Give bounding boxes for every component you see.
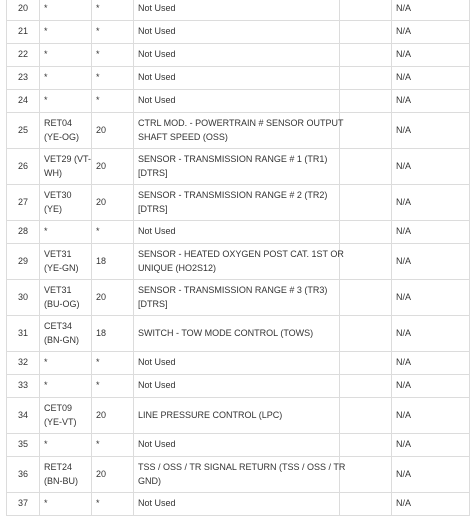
- wire-gauge-cell: *: [92, 0, 134, 21]
- option-cell: [340, 44, 392, 67]
- table-row: [7, 398, 470, 434]
- circuit-cell-line: *: [44, 380, 48, 391]
- circuit-function-cell: [134, 67, 340, 90]
- wire-gauge-cell: 18: [92, 316, 134, 352]
- circuit-cell: [40, 21, 92, 44]
- option-cell: [340, 493, 392, 516]
- option-cell: [340, 244, 392, 280]
- circuit-function-cell-line: Not Used: [138, 357, 176, 368]
- circuit-cell: [40, 434, 92, 457]
- circuit-function-cell: [134, 113, 344, 149]
- circuit-cell-line: *: [44, 72, 48, 83]
- pin-number-cell: 32: [7, 352, 40, 375]
- wire-gauge-cell: *: [92, 221, 134, 244]
- circuit-cell-line: RET24: [44, 462, 73, 472]
- option-cell: [340, 398, 392, 434]
- table-row: [7, 375, 470, 398]
- circuit-cell: [40, 221, 92, 244]
- connector-pinout-table: [6, 0, 470, 516]
- note-cell: N/A: [392, 375, 470, 398]
- note-cell: N/A: [392, 113, 470, 149]
- circuit-function-cell-line: SWITCH - TOW MODE CONTROL (TOWS): [138, 327, 314, 338]
- circuit-cell-line: (YE): [44, 203, 62, 214]
- table-row: [7, 221, 470, 244]
- option-cell: [340, 149, 392, 185]
- note-cell: N/A: [392, 44, 470, 67]
- circuit-function-cell-line: GND): [138, 475, 161, 486]
- note-cell: N/A: [392, 90, 470, 113]
- circuit-cell: [40, 398, 92, 434]
- pin-number-cell: 25: [7, 113, 40, 149]
- table-row: [7, 457, 470, 493]
- circuit-cell: [40, 244, 92, 280]
- wire-gauge-cell: *: [92, 493, 134, 516]
- circuit-cell-line: RET04: [44, 118, 73, 128]
- wire-gauge-cell: 20: [92, 457, 134, 493]
- note-cell: N/A: [392, 493, 470, 516]
- wire-gauge-cell: 20: [92, 149, 134, 185]
- pin-number-cell: 28: [7, 221, 40, 244]
- circuit-function-cell-line: Not Used: [138, 3, 176, 14]
- circuit-function-cell: [134, 90, 340, 113]
- table-row: [7, 280, 470, 316]
- option-cell: [340, 352, 392, 375]
- circuit-cell-line: *: [44, 3, 48, 14]
- wire-gauge-cell: 20: [92, 280, 134, 316]
- table-row: [7, 185, 470, 221]
- table-row: [7, 44, 470, 67]
- pin-number-cell: 27: [7, 185, 40, 221]
- circuit-function-cell-line: SHAFT SPEED (OSS): [138, 131, 228, 142]
- pin-number-cell: 36: [7, 457, 40, 493]
- wire-gauge-cell: *: [92, 90, 134, 113]
- option-cell: [340, 280, 392, 316]
- option-cell: [340, 0, 392, 21]
- circuit-function-cell: [134, 221, 340, 244]
- circuit-function-cell-line: LINE PRESSURE CONTROL (LPC): [138, 409, 283, 420]
- circuit-function-cell: [134, 44, 340, 67]
- circuit-cell-line: CET09: [44, 403, 73, 413]
- circuit-function-cell-line: Not Used: [138, 380, 176, 391]
- table-row: [7, 316, 470, 352]
- circuit-function-cell: [134, 21, 340, 44]
- circuit-cell-line: (BU-OG): [44, 298, 80, 309]
- circuit-function-cell-line: Not Used: [138, 95, 176, 106]
- note-cell: N/A: [392, 149, 470, 185]
- pin-number-cell: 34: [7, 398, 40, 434]
- circuit-function-cell: [134, 493, 340, 516]
- wire-gauge-cell: *: [92, 352, 134, 375]
- circuit-cell-line: (YE-VT): [44, 416, 77, 427]
- circuit-function-cell-line: CTRL MOD. - POWERTRAIN # SENSOR OUTPUT: [138, 118, 344, 128]
- pin-number-cell: 35: [7, 434, 40, 457]
- circuit-function-cell-line: SENSOR - TRANSMISSION RANGE # 3 (TR3): [138, 285, 328, 295]
- circuit-function-cell-line: TSS / OSS / TR SIGNAL RETURN (TSS / OSS / TR: [138, 462, 346, 472]
- circuit-cell-line: (YE-GN): [44, 262, 79, 273]
- circuit-cell-line: (YE-OG): [44, 131, 79, 142]
- circuit-function-cell-line: SENSOR - TRANSMISSION RANGE # 1 (TR1): [138, 154, 328, 164]
- circuit-function-cell: [134, 280, 340, 316]
- pin-number-cell: 30: [7, 280, 40, 316]
- option-cell: [340, 375, 392, 398]
- circuit-function-cell-line: Not Used: [138, 26, 176, 37]
- circuit-function-cell-line: Not Used: [138, 72, 176, 83]
- circuit-function-cell-line: SENSOR - HEATED OXYGEN POST CAT. 1ST OR: [138, 249, 344, 259]
- circuit-cell-line: *: [44, 357, 48, 368]
- circuit-function-cell-line: Not Used: [138, 439, 176, 450]
- note-cell: N/A: [392, 0, 470, 21]
- pinout-table-body: [7, 0, 470, 516]
- circuit-function-cell-line: [DTRS]: [138, 167, 168, 178]
- pin-number-cell: 22: [7, 44, 40, 67]
- circuit-function-cell-line: [DTRS]: [138, 203, 168, 214]
- circuit-function-cell: [134, 352, 340, 375]
- circuit-cell-line: *: [44, 26, 48, 37]
- pin-number-cell: 23: [7, 67, 40, 90]
- circuit-function-cell-line: Not Used: [138, 49, 176, 60]
- pin-number-cell: 20: [7, 0, 40, 21]
- pin-number-cell: 33: [7, 375, 40, 398]
- table-row: [7, 21, 470, 44]
- pin-number-cell: 29: [7, 244, 40, 280]
- note-cell: N/A: [392, 457, 470, 493]
- note-cell: N/A: [392, 280, 470, 316]
- circuit-cell: [40, 316, 92, 352]
- wire-gauge-cell: 18: [92, 244, 134, 280]
- circuit-function-cell: [134, 457, 346, 493]
- table-row: [7, 493, 470, 516]
- note-cell: N/A: [392, 67, 470, 90]
- circuit-cell: [40, 185, 92, 221]
- note-cell: N/A: [392, 352, 470, 375]
- table-row: [7, 67, 470, 90]
- option-cell: [340, 316, 392, 352]
- circuit-function-cell: [134, 316, 340, 352]
- pin-number-cell: 26: [7, 149, 40, 185]
- table-row: [7, 113, 470, 149]
- circuit-cell: [40, 493, 92, 516]
- option-cell: [340, 21, 392, 44]
- circuit-function-cell: [134, 149, 340, 185]
- circuit-function-cell: [134, 0, 340, 21]
- wire-gauge-cell: *: [92, 21, 134, 44]
- circuit-function-cell: [134, 185, 340, 221]
- circuit-cell-line: *: [44, 498, 48, 509]
- table-row: [7, 352, 470, 375]
- circuit-function-cell-line: [DTRS]: [138, 298, 168, 309]
- pin-number-cell: 37: [7, 493, 40, 516]
- circuit-cell-line: VET30: [44, 190, 72, 200]
- circuit-cell: [40, 457, 92, 493]
- option-cell: [340, 67, 392, 90]
- circuit-cell: [40, 280, 92, 316]
- circuit-cell: [40, 149, 92, 185]
- note-cell: N/A: [392, 398, 470, 434]
- circuit-cell-line: VET29 (VT-: [44, 154, 92, 164]
- pin-number-cell: 24: [7, 90, 40, 113]
- circuit-cell-line: *: [44, 439, 48, 450]
- note-cell: N/A: [392, 21, 470, 44]
- circuit-cell: [40, 375, 92, 398]
- wire-gauge-cell: *: [92, 375, 134, 398]
- table-row: [7, 90, 470, 113]
- circuit-cell: [40, 67, 92, 90]
- circuit-cell: [40, 113, 92, 149]
- circuit-cell-line: *: [44, 49, 48, 60]
- circuit-cell: [40, 0, 92, 21]
- circuit-function-cell-line: UNIQUE (HO2S12): [138, 262, 217, 273]
- wire-gauge-cell: *: [92, 44, 134, 67]
- note-cell: N/A: [392, 244, 470, 280]
- option-cell: [340, 113, 392, 149]
- circuit-cell-line: *: [44, 95, 48, 106]
- circuit-cell: [40, 90, 92, 113]
- table-row: [7, 244, 470, 280]
- circuit-cell-line: (BN-BU): [44, 475, 78, 486]
- circuit-function-cell: [134, 398, 340, 434]
- circuit-cell-line: CET34: [44, 321, 73, 331]
- wire-gauge-cell: *: [92, 67, 134, 90]
- note-cell: N/A: [392, 221, 470, 244]
- wire-gauge-cell: *: [92, 434, 134, 457]
- option-cell: [340, 457, 392, 493]
- wire-gauge-cell: 20: [92, 185, 134, 221]
- option-cell: [340, 221, 392, 244]
- circuit-cell-line: *: [44, 226, 48, 237]
- connector-pinout-table-container: [6, 0, 469, 516]
- option-cell: [340, 90, 392, 113]
- note-cell: N/A: [392, 316, 470, 352]
- circuit-cell: [40, 44, 92, 67]
- circuit-function-cell: [134, 375, 340, 398]
- pin-number-cell: 31: [7, 316, 40, 352]
- table-row: [7, 434, 470, 457]
- circuit-cell-line: VET31: [44, 249, 72, 259]
- circuit-cell-line: VET31: [44, 285, 72, 295]
- circuit-cell: [40, 352, 92, 375]
- circuit-cell-line: WH): [44, 167, 62, 178]
- circuit-function-cell: [134, 434, 340, 457]
- table-row: [7, 0, 470, 21]
- option-cell: [340, 185, 392, 221]
- circuit-function-cell-line: Not Used: [138, 498, 176, 509]
- pin-number-cell: 21: [7, 21, 40, 44]
- wire-gauge-cell: 20: [92, 113, 134, 149]
- wire-gauge-cell: 20: [92, 398, 134, 434]
- option-cell: [340, 434, 392, 457]
- table-row: [7, 149, 470, 185]
- note-cell: N/A: [392, 434, 470, 457]
- circuit-function-cell-line: SENSOR - TRANSMISSION RANGE # 2 (TR2): [138, 190, 328, 200]
- circuit-cell-line: (BN-GN): [44, 334, 79, 345]
- circuit-function-cell: [134, 244, 344, 280]
- note-cell: N/A: [392, 185, 470, 221]
- circuit-function-cell-line: Not Used: [138, 226, 176, 237]
